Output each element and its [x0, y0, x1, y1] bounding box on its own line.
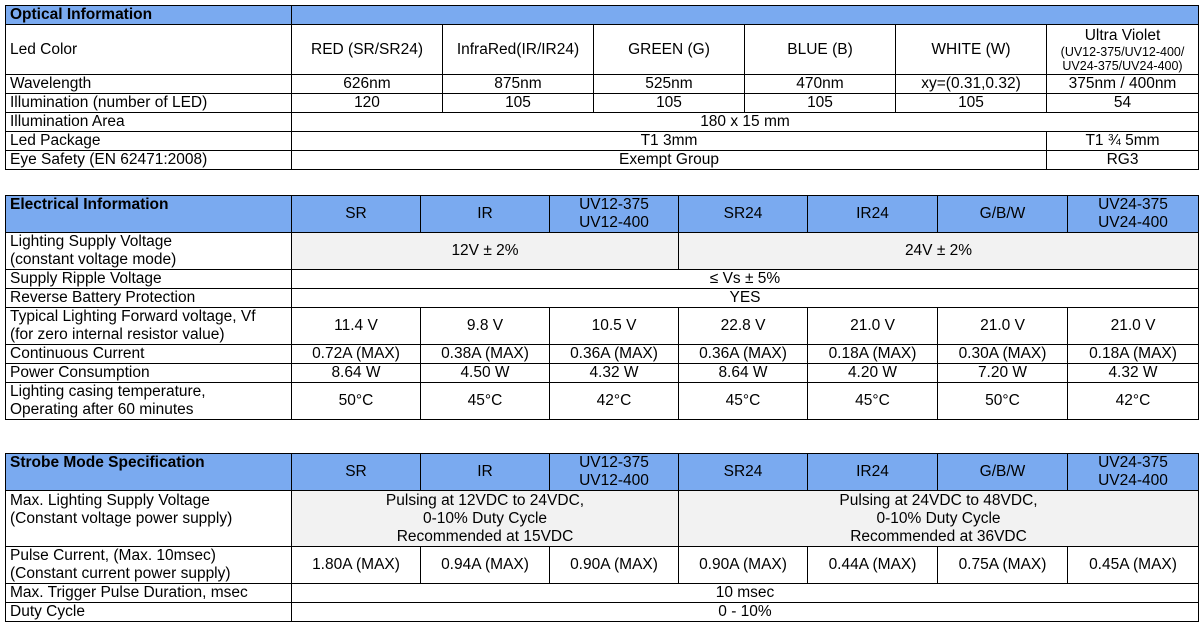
temperature-value: 42°C — [550, 383, 679, 420]
illumination-value: 105 — [443, 94, 594, 113]
wavelength-value: 525nm — [594, 75, 745, 94]
table-row — [6, 308, 1199, 345]
eye-safety-value-uv: RG3 — [1047, 151, 1199, 170]
temperature-value: 42°C — [1068, 383, 1199, 420]
illumination-value: 105 — [594, 94, 745, 113]
table-row — [6, 345, 1199, 364]
col-ir24: IR24 — [808, 454, 938, 491]
pulse-current-label: Pulse Current, (Max. 10msec) (Constant current power supply) — [6, 547, 292, 584]
wavelength-value: xy=(0.31,0.32) — [896, 75, 1047, 94]
ripple-label: Supply Ripple Voltage — [6, 270, 292, 289]
illumination-value: 105 — [745, 94, 896, 113]
uv-models-1: (UV12-375/UV12-400/ — [1060, 44, 1185, 59]
uv-header: Ultra Violet — [1084, 26, 1161, 44]
power-label: Power Consumption — [6, 364, 292, 383]
ripple-value: ≤ Vs ± 5% — [292, 270, 1199, 289]
area-value: 180 x 15 mm — [292, 113, 1199, 132]
pulse-current-value: 0.94A (MAX) — [421, 547, 550, 584]
wavelength-label: Wavelength — [6, 75, 292, 94]
electrical-title: Electrical Information — [6, 196, 292, 233]
color-green: GREEN (G) — [594, 25, 745, 75]
col-uv24: UV24-375 UV24-400 — [1068, 196, 1199, 233]
uv-models-2: UV24-375/UV24-400) — [1062, 58, 1183, 73]
current-label: Continuous Current — [6, 345, 292, 364]
power-value: 8.64 W — [292, 364, 421, 383]
col-ir24: IR24 — [808, 196, 938, 233]
table-row — [6, 75, 1199, 94]
optical-information-table — [5, 5, 1199, 170]
color-red: RED (SR/SR24) — [292, 25, 443, 75]
optical-header-bar — [292, 6, 1199, 25]
reverse-value: YES — [292, 289, 1199, 308]
col-sr24: SR24 — [679, 196, 808, 233]
strobe-mode-table — [5, 453, 1199, 622]
duty-cycle-value: 0 - 10% — [292, 603, 1199, 622]
eye-safety-label: Eye Safety (EN 62471:2008) — [6, 151, 292, 170]
color-blue: BLUE (B) — [745, 25, 896, 75]
illumination-value: 54 — [1047, 94, 1199, 113]
package-value-uv: T1 ¾ 5mm — [1047, 132, 1199, 151]
table-row — [6, 113, 1199, 132]
wavelength-value: 875nm — [443, 75, 594, 94]
forward-value: 21.0 V — [808, 308, 938, 345]
color-white: WHITE (W) — [896, 25, 1047, 75]
illumination-label: Illumination (number of LED) — [6, 94, 292, 113]
power-value: 4.32 W — [550, 364, 679, 383]
wavelength-value: 470nm — [745, 75, 896, 94]
current-value: 0.18A (MAX) — [808, 345, 938, 364]
temperature-label: Lighting casing temperature, Operating after 60 minutes — [6, 383, 292, 420]
table-row — [6, 584, 1199, 603]
color-infrared: InfraRed(IR/IR24) — [443, 25, 594, 75]
forward-value: 21.0 V — [1068, 308, 1199, 345]
current-value: 0.30A (MAX) — [938, 345, 1068, 364]
forward-value: 9.8 V — [421, 308, 550, 345]
trigger-duration-value: 10 msec — [292, 584, 1199, 603]
electrical-information-table — [5, 195, 1199, 420]
col-uv12: UV12-375 UV12-400 — [550, 454, 679, 491]
power-value: 4.20 W — [808, 364, 938, 383]
forward-value: 22.8 V — [679, 308, 808, 345]
current-value: 0.38A (MAX) — [421, 345, 550, 364]
forward-value: 10.5 V — [550, 308, 679, 345]
supply-voltage-24v: 24V ± 2% — [679, 233, 1199, 270]
eye-safety-value: Exempt Group — [292, 151, 1047, 170]
pulse-current-value: 0.44A (MAX) — [808, 547, 938, 584]
power-value: 4.32 W — [1068, 364, 1199, 383]
table-row — [6, 547, 1199, 584]
pulse-current-value: 0.90A (MAX) — [550, 547, 679, 584]
current-value: 0.36A (MAX) — [550, 345, 679, 364]
power-value: 7.20 W — [938, 364, 1068, 383]
duty-cycle-label: Duty Cycle — [6, 603, 292, 622]
current-value: 0.36A (MAX) — [679, 345, 808, 364]
pulse-current-value: 0.90A (MAX) — [679, 547, 808, 584]
illumination-value: 120 — [292, 94, 443, 113]
temperature-value: 45°C — [679, 383, 808, 420]
color-ultraviolet — [1047, 25, 1199, 75]
pulse-current-value: 1.80A (MAX) — [292, 547, 421, 584]
wavelength-value: 626nm — [292, 75, 443, 94]
reverse-label: Reverse Battery Protection — [6, 289, 292, 308]
col-uv12: UV12-375 UV12-400 — [550, 196, 679, 233]
col-sr24: SR24 — [679, 454, 808, 491]
table-row — [6, 270, 1199, 289]
table-row — [6, 603, 1199, 622]
temperature-value: 45°C — [808, 383, 938, 420]
table-row — [6, 151, 1199, 170]
supply-voltage-label: Lighting Supply Voltage (constant voltage mode) — [6, 233, 292, 270]
power-value: 8.64 W — [679, 364, 808, 383]
strobe-title: Strobe Mode Specification — [6, 454, 292, 491]
col-gbw: G/B/W — [938, 196, 1068, 233]
temperature-value: 45°C — [421, 383, 550, 420]
col-uv24: UV24-375 UV24-400 — [1068, 454, 1199, 491]
table-row — [6, 132, 1199, 151]
optical-title: Optical Information — [6, 6, 292, 25]
supply-voltage-12v: 12V ± 2% — [292, 233, 679, 270]
max-voltage-24v: Pulsing at 24VDC to 48VDC, 0-10% Duty Cycle Recommended at 36VDC — [679, 491, 1199, 547]
temperature-value: 50°C — [938, 383, 1068, 420]
temperature-value: 50°C — [292, 383, 421, 420]
table-row — [6, 289, 1199, 308]
col-ir: IR — [421, 454, 550, 491]
col-gbw: G/B/W — [938, 454, 1068, 491]
table-row — [6, 491, 1199, 547]
forward-value: 11.4 V — [292, 308, 421, 345]
led-color-label: Led Color — [6, 25, 292, 75]
max-voltage-12v: Pulsing at 12VDC to 24VDC, 0-10% Duty Cycle Recommended at 15VDC — [292, 491, 679, 547]
table-row — [6, 364, 1199, 383]
current-value: 0.18A (MAX) — [1068, 345, 1199, 364]
trigger-duration-label: Max. Trigger Pulse Duration, msec — [6, 584, 292, 603]
col-ir: IR — [421, 196, 550, 233]
package-value: T1 3mm — [292, 132, 1047, 151]
max-voltage-label: Max. Lighting Supply Voltage (Constant voltage power supply) — [6, 491, 292, 547]
table-row — [6, 233, 1199, 270]
package-label: Led Package — [6, 132, 292, 151]
wavelength-value: 375nm / 400nm — [1047, 75, 1199, 94]
current-value: 0.72A (MAX) — [292, 345, 421, 364]
pulse-current-value: 0.45A (MAX) — [1068, 547, 1199, 584]
illumination-value: 105 — [896, 94, 1047, 113]
table-row — [6, 383, 1199, 420]
col-sr: SR — [292, 196, 421, 233]
power-value: 4.50 W — [421, 364, 550, 383]
area-label: Illumination Area — [6, 113, 292, 132]
col-sr: SR — [292, 454, 421, 491]
forward-voltage-label: Typical Lighting Forward voltage, Vf (for zero internal resistor value) — [6, 308, 292, 345]
pulse-current-value: 0.75A (MAX) — [938, 547, 1068, 584]
forward-value: 21.0 V — [938, 308, 1068, 345]
table-row — [6, 94, 1199, 113]
